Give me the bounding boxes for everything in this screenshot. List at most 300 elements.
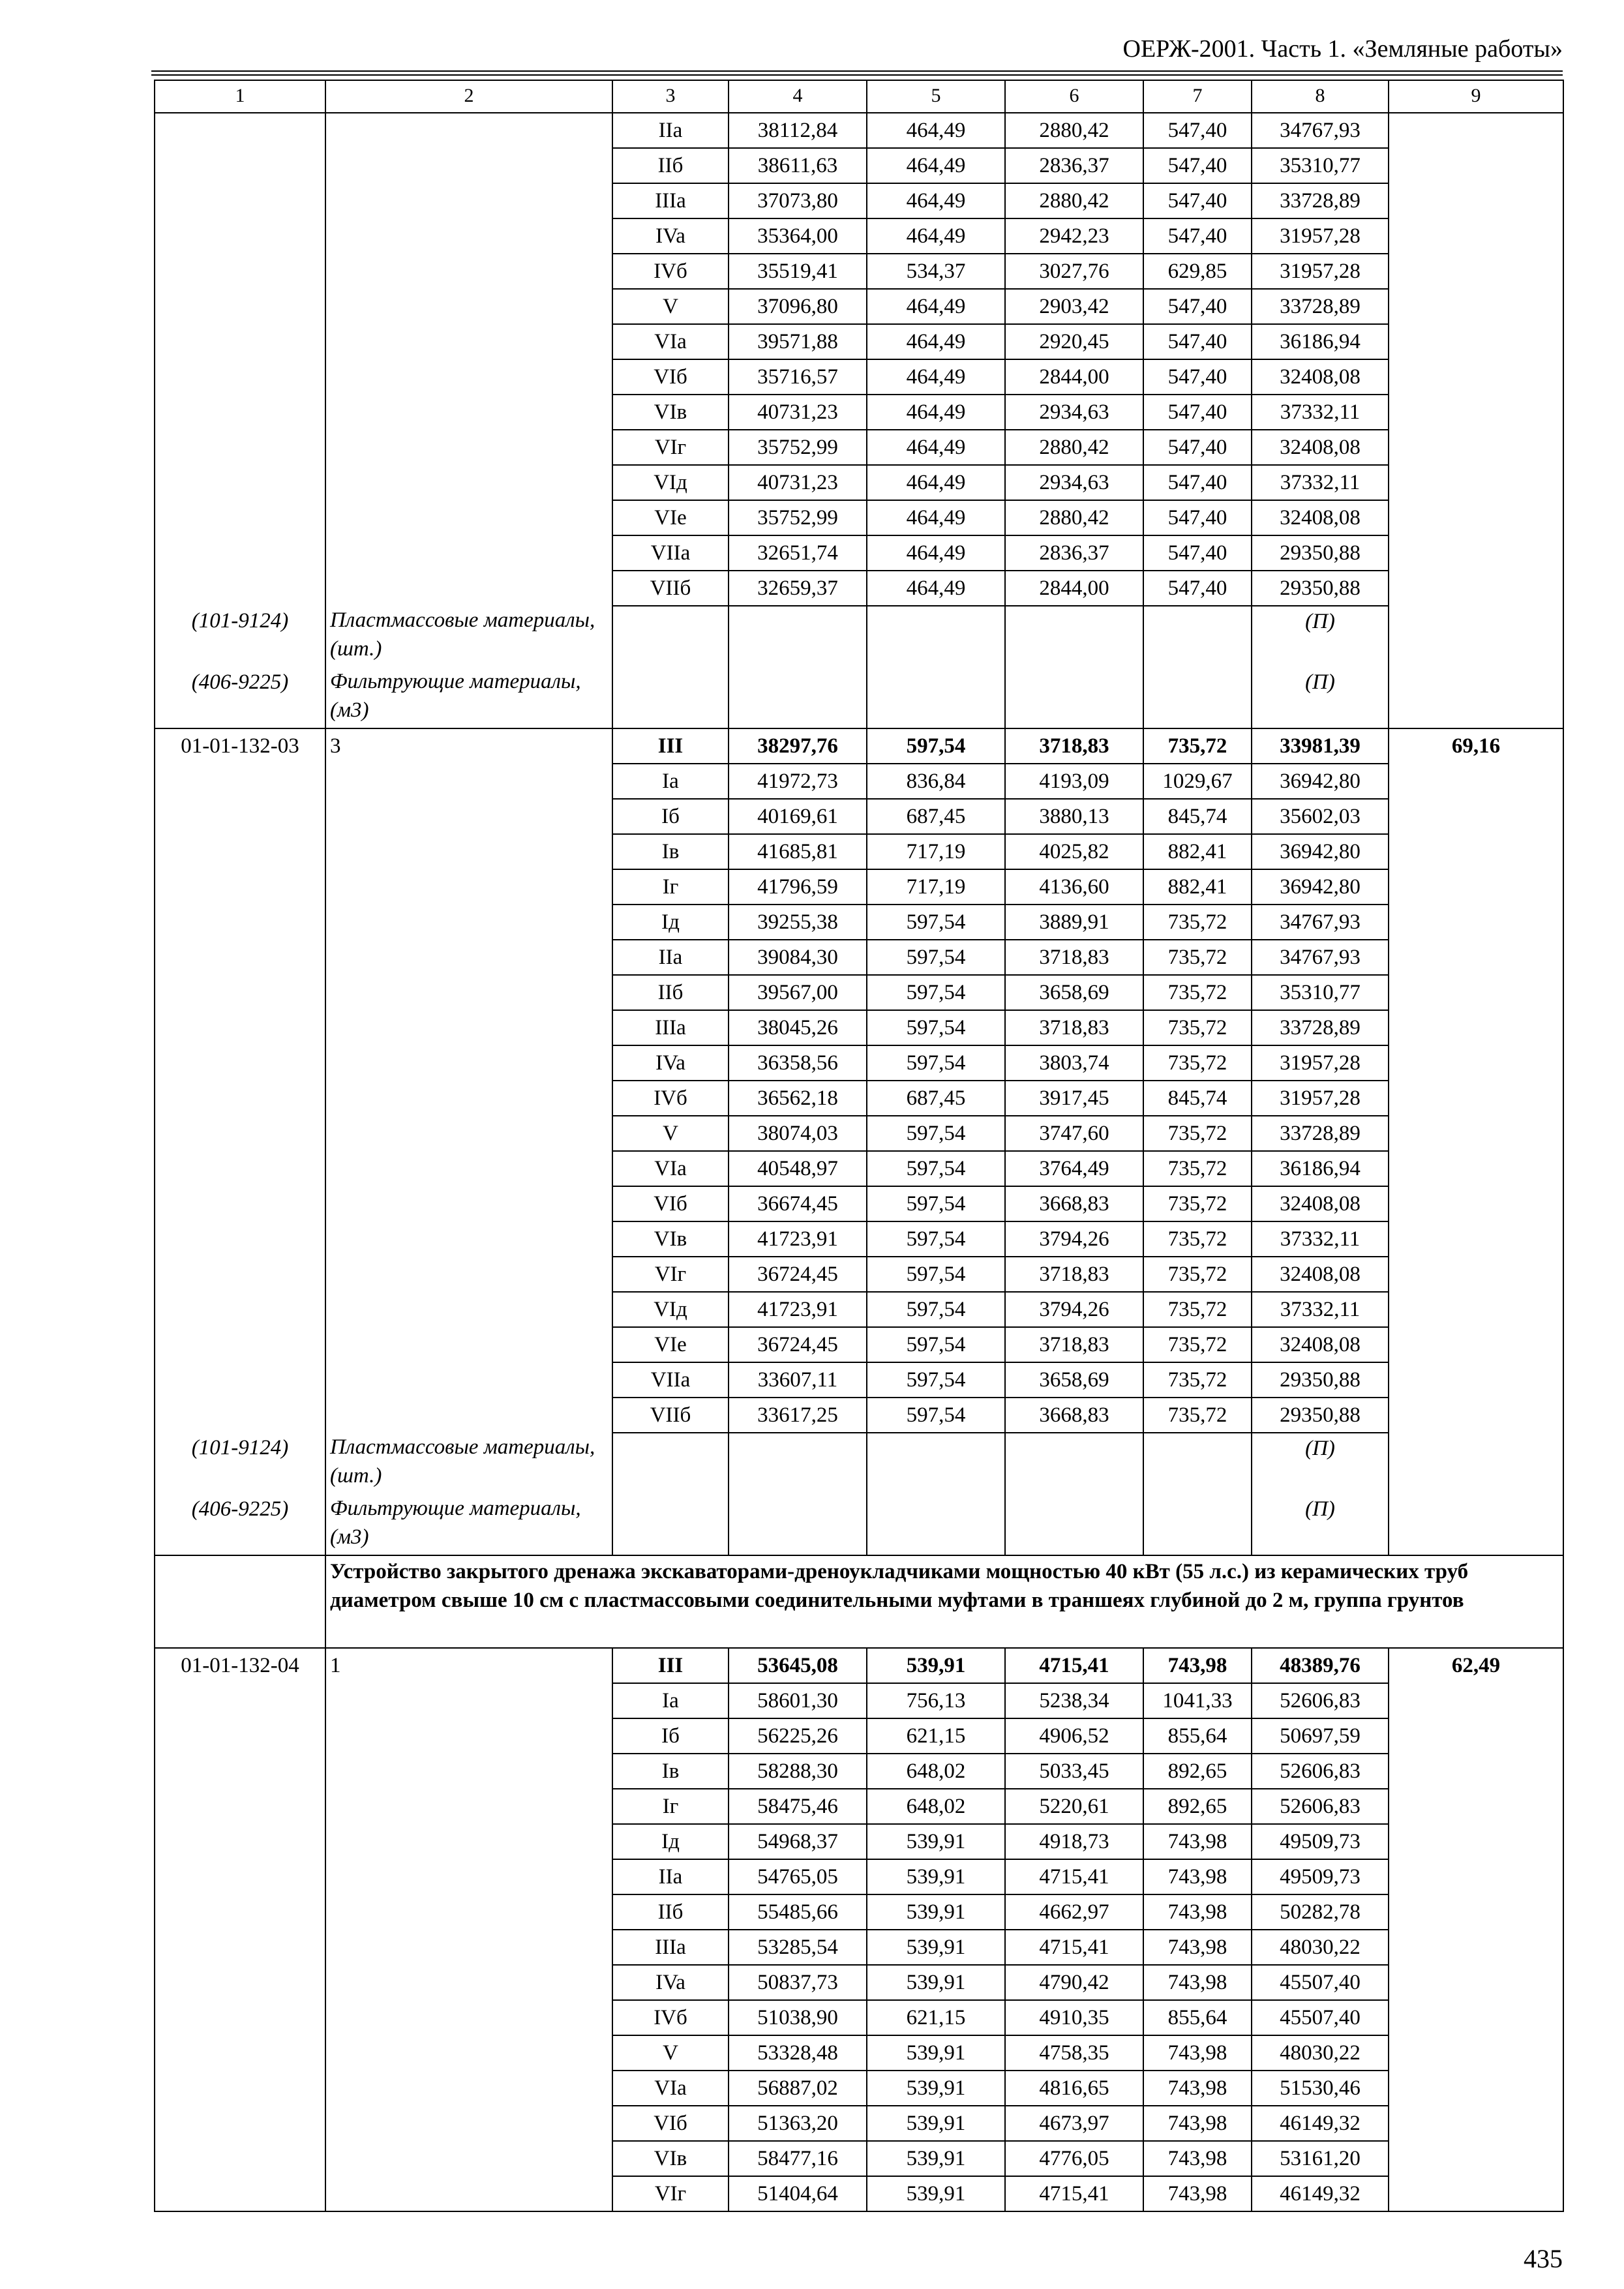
code-cell [155,254,325,289]
column-number: 5 [867,80,1005,113]
empty-cell [729,1433,867,1494]
materials-cell: 34767,93 [1252,940,1389,975]
materials-cell: 48030,22 [1252,2035,1389,2071]
machines-cell: 4816,65 [1005,2071,1143,2106]
wages-cell: 648,02 [867,1754,1005,1789]
machines-cell: 3658,69 [1005,975,1143,1010]
code-cell [155,2106,325,2141]
table-row [155,1010,1563,1045]
table-row [155,1186,1563,1221]
materials-cell: 36942,80 [1252,834,1389,869]
column-number: 3 [612,80,729,113]
materials-cell: 46149,32 [1252,2106,1389,2141]
group-cell [325,465,612,500]
region-cell: V [612,289,729,324]
labor-cell [1389,1398,1563,1433]
code-cell [155,1327,325,1362]
labor-cell [1389,359,1563,395]
table-row [155,1398,1563,1433]
wages-cell: 464,49 [867,113,1005,148]
machines-cell: 3718,83 [1005,728,1143,764]
table-row [155,869,1563,905]
wages-cell: 539,91 [867,1824,1005,1859]
total-cost-cell: 33617,25 [729,1398,867,1433]
code-cell [155,113,325,148]
materials-cell: 45507,40 [1252,1965,1389,2000]
wages-cell: 464,49 [867,395,1005,430]
wages-cell: 597,54 [867,975,1005,1010]
group-cell [325,869,612,905]
region-cell: Iб [612,799,729,834]
material-row [155,1433,1563,1494]
materials-cell: 46149,32 [1252,2176,1389,2211]
table-row-main [155,728,1563,764]
material-code-cell: (101-9124) [155,606,325,667]
wages-cell: 464,49 [867,500,1005,535]
empty-cell [1005,1433,1143,1494]
region-cell: IIIa [612,1930,729,1965]
region-cell: III [612,1648,729,1683]
materials-cell: 49509,73 [1252,1824,1389,1859]
total-cost-cell: 39084,30 [729,940,867,975]
code-cell [155,869,325,905]
header-rule-double [151,74,1563,76]
region-cell: VIе [612,500,729,535]
code-cell [155,940,325,975]
total-cost-cell: 56887,02 [729,2071,867,2106]
material-code-cell: (406-9225) [155,667,325,728]
labor-cell: 62,49 [1389,1648,1563,1683]
total-cost-cell: 36674,45 [729,1186,867,1221]
code-cell [155,1010,325,1045]
machines-cell: 3027,76 [1005,254,1143,289]
table-row [155,1327,1563,1362]
region-cell: IVa [612,1965,729,2000]
code-cell [155,1116,325,1151]
table-row [155,465,1563,500]
region-cell: VIд [612,1292,729,1327]
code-cell [155,1045,325,1081]
wages-cell: 621,15 [867,2000,1005,2035]
labor-cell [1389,940,1563,975]
column-number: 1 [155,80,325,113]
machinist-wages-cell: 547,40 [1143,465,1252,500]
labor-cell [1389,799,1563,834]
labor-cell [1389,254,1563,289]
machines-cell: 3747,60 [1005,1116,1143,1151]
machines-cell: 3917,45 [1005,1081,1143,1116]
labor-cell [1389,1045,1563,1081]
total-cost-cell: 40548,97 [729,1151,867,1186]
total-cost-cell: 35752,99 [729,500,867,535]
table-row [155,1045,1563,1081]
code-cell [155,975,325,1010]
wages-cell: 597,54 [867,1257,1005,1292]
table-row-main [155,1648,1563,1683]
table-row [155,1824,1563,1859]
region-cell: Ia [612,764,729,799]
wages-cell: 464,49 [867,571,1005,606]
machines-cell: 2942,23 [1005,218,1143,254]
empty-cell [867,1494,1005,1555]
machines-cell: 4193,09 [1005,764,1143,799]
empty-cell [867,1433,1005,1494]
table-row [155,1859,1563,1894]
estimate-table [154,80,1564,2212]
total-cost-cell: 35519,41 [729,254,867,289]
labor-cell [1389,2000,1563,2035]
labor-cell [1389,1683,1563,1718]
empty-cell [729,667,867,728]
empty-cell [1005,667,1143,728]
table-row [155,1081,1563,1116]
table-row [155,2141,1563,2176]
region-cell: IVб [612,254,729,289]
labor-cell [1389,500,1563,535]
region-cell: VIг [612,1257,729,1292]
labor-cell [1389,1433,1563,1494]
region-cell: VIв [612,2141,729,2176]
table-row [155,2106,1563,2141]
materials-cell: 37332,11 [1252,1221,1389,1257]
machinist-wages-cell: 743,98 [1143,1894,1252,1930]
group-cell [325,1859,612,1894]
total-cost-cell: 38112,84 [729,113,867,148]
machinist-wages-cell: 743,98 [1143,2035,1252,2071]
region-cell: VIд [612,465,729,500]
materials-cell: 34767,93 [1252,113,1389,148]
group-cell [325,2071,612,2106]
empty-cell [1143,1494,1252,1555]
materials-cell: 33728,89 [1252,1116,1389,1151]
machinist-wages-cell: 547,40 [1143,571,1252,606]
table-row [155,1789,1563,1824]
materials-cell: 37332,11 [1252,395,1389,430]
region-cell: Iд [612,1824,729,1859]
machinist-wages-cell: 845,74 [1143,1081,1252,1116]
machinist-wages-cell: 892,65 [1143,1789,1252,1824]
code-cell [155,1292,325,1327]
labor-cell [1389,535,1563,571]
empty-cell [867,667,1005,728]
region-cell: VIг [612,430,729,465]
total-cost-cell: 39255,38 [729,905,867,940]
table-row [155,2071,1563,2106]
code-cell [155,1186,325,1221]
machinist-wages-cell: 629,85 [1143,254,1252,289]
machinist-wages-cell: 892,65 [1143,1754,1252,1789]
group-cell [325,430,612,465]
table-body [155,80,1563,2211]
total-cost-cell: 41796,59 [729,869,867,905]
table-row [155,2176,1563,2211]
labor-cell [1389,905,1563,940]
code-cell [155,1718,325,1754]
table-row [155,834,1563,869]
group-cell [325,940,612,975]
total-cost-cell: 54968,37 [729,1824,867,1859]
empty-cell [1005,1494,1143,1555]
total-cost-cell: 56225,26 [729,1718,867,1754]
machines-cell: 2934,63 [1005,395,1143,430]
labor-cell [1389,148,1563,183]
machinist-wages-cell: 743,98 [1143,1930,1252,1965]
materials-cell: 35310,77 [1252,975,1389,1010]
group-cell [325,1081,612,1116]
code-cell [155,500,325,535]
total-cost-cell: 54765,05 [729,1859,867,1894]
group-cell [325,1362,612,1398]
machines-cell: 5033,45 [1005,1754,1143,1789]
total-cost-cell: 50837,73 [729,1965,867,2000]
total-cost-cell: 37096,80 [729,289,867,324]
machines-cell: 2836,37 [1005,535,1143,571]
total-cost-cell: 58601,30 [729,1683,867,1718]
code-cell [155,2000,325,2035]
material-name-cell: Пластмассовые материалы, (шт.) [325,1433,612,1494]
region-cell: VIг [612,2176,729,2211]
materials-cell: 50282,78 [1252,1894,1389,1930]
region-cell: IIб [612,1894,729,1930]
labor-cell [1389,1292,1563,1327]
machines-cell: 3794,26 [1005,1292,1143,1327]
code-cell: 01-01-132-04 [155,1648,325,1683]
labor-cell [1389,218,1563,254]
code-cell [155,1754,325,1789]
total-cost-cell: 58477,16 [729,2141,867,2176]
machinist-wages-cell: 735,72 [1143,1186,1252,1221]
machinist-wages-cell: 547,40 [1143,430,1252,465]
code-cell [155,1257,325,1292]
machines-cell: 4906,52 [1005,1718,1143,1754]
code-cell [155,1894,325,1930]
empty-cell [729,606,867,667]
wages-cell: 539,91 [867,1859,1005,1894]
code-cell [155,1859,325,1894]
total-cost-cell: 53645,08 [729,1648,867,1683]
labor-cell [1389,1824,1563,1859]
group-cell [325,324,612,359]
labor-cell [1389,571,1563,606]
region-cell: VIa [612,324,729,359]
machines-cell: 4662,97 [1005,1894,1143,1930]
machines-cell: 2920,45 [1005,324,1143,359]
wages-cell: 597,54 [867,1186,1005,1221]
wages-cell: 539,91 [867,2141,1005,2176]
wages-cell: 539,91 [867,1930,1005,1965]
section-title-row [155,1555,1563,1648]
empty-cell [612,606,729,667]
machines-cell: 4758,35 [1005,2035,1143,2071]
total-cost-cell: 53328,48 [729,2035,867,2071]
wages-cell: 597,54 [867,1045,1005,1081]
code-cell [155,465,325,500]
region-cell: IVб [612,1081,729,1116]
machinist-wages-cell: 735,72 [1143,1045,1252,1081]
total-cost-cell: 36724,45 [729,1327,867,1362]
labor-cell [1389,113,1563,148]
machinist-wages-cell: 547,40 [1143,324,1252,359]
region-cell: IVб [612,2000,729,2035]
table-row [155,430,1563,465]
region-cell: Iг [612,1789,729,1824]
total-cost-cell: 36562,18 [729,1081,867,1116]
material-name-cell: Пластмассовые материалы, (шт.) [325,606,612,667]
machines-cell: 2880,42 [1005,113,1143,148]
labor-cell [1389,1494,1563,1555]
total-cost-cell: 38611,63 [729,148,867,183]
wages-cell: 464,49 [867,465,1005,500]
column-number: 2 [325,80,612,113]
materials-cell: 35310,77 [1252,148,1389,183]
machinist-wages-cell: 743,98 [1143,1965,1252,2000]
code-cell [155,1221,325,1257]
wages-cell: 464,49 [867,535,1005,571]
total-cost-cell: 41723,91 [729,1221,867,1257]
region-cell: Iв [612,834,729,869]
group-cell [325,1045,612,1081]
machinist-wages-cell: 735,72 [1143,1327,1252,1362]
machines-cell: 3889,91 [1005,905,1143,940]
labor-cell [1389,1186,1563,1221]
total-cost-cell: 41972,73 [729,764,867,799]
wages-cell: 539,91 [867,1648,1005,1683]
code-cell [155,183,325,218]
machines-cell: 3880,13 [1005,799,1143,834]
labor-cell [1389,1221,1563,1257]
machinist-wages-cell: 547,40 [1143,183,1252,218]
material-row [155,1494,1563,1555]
code-cell [155,905,325,940]
region-cell: VIa [612,1151,729,1186]
machinist-wages-cell: 547,40 [1143,359,1252,395]
group-cell [325,289,612,324]
code-cell [155,1930,325,1965]
group-cell [325,2000,612,2035]
wages-cell: 597,54 [867,1398,1005,1433]
total-cost-cell: 51038,90 [729,2000,867,2035]
table-row [155,1362,1563,1398]
region-cell: Iв [612,1754,729,1789]
region-cell: VIIб [612,1398,729,1433]
machinist-wages-cell: 855,64 [1143,1718,1252,1754]
code-cell [155,1965,325,2000]
region-cell: Ia [612,1683,729,1718]
region-cell: Iд [612,905,729,940]
empty-cell [1143,1433,1252,1494]
machinist-wages-cell: 882,41 [1143,869,1252,905]
machinist-wages-cell: 735,72 [1143,905,1252,940]
group-cell [325,1965,612,2000]
group-cell [325,2141,612,2176]
table-row [155,395,1563,430]
machinist-wages-cell: 743,98 [1143,2176,1252,2211]
materials-cell: 33728,89 [1252,289,1389,324]
region-cell: VIе [612,1327,729,1362]
machines-cell: 4776,05 [1005,2141,1143,2176]
material-mark-cell: (П) [1252,667,1389,728]
labor-cell [1389,2071,1563,2106]
materials-cell: 48389,76 [1252,1648,1389,1683]
empty-cell [612,1433,729,1494]
labor-cell [1389,1859,1563,1894]
region-cell: IIa [612,1859,729,1894]
table-row [155,2000,1563,2035]
group-cell [325,2176,612,2211]
labor-cell [1389,1894,1563,1930]
machinist-wages-cell: 735,72 [1143,1257,1252,1292]
group-cell [325,1327,612,1362]
labor-cell [1389,183,1563,218]
group-cell [325,218,612,254]
table-row [155,1257,1563,1292]
wages-cell: 539,91 [867,2071,1005,2106]
column-number: 9 [1389,80,1563,113]
header-rule [151,70,1563,72]
machines-cell: 2880,42 [1005,183,1143,218]
group-cell [325,571,612,606]
wages-cell: 597,54 [867,728,1005,764]
machines-cell: 2903,42 [1005,289,1143,324]
wages-cell: 464,49 [867,183,1005,218]
column-number: 6 [1005,80,1143,113]
materials-cell: 33981,39 [1252,728,1389,764]
wages-cell: 597,54 [867,905,1005,940]
materials-cell: 29350,88 [1252,1362,1389,1398]
machinist-wages-cell: 735,72 [1143,1362,1252,1398]
machinist-wages-cell: 735,72 [1143,1010,1252,1045]
region-cell: VIв [612,1221,729,1257]
table-row [155,324,1563,359]
wages-cell: 464,49 [867,430,1005,465]
labor-cell: 69,16 [1389,728,1563,764]
materials-cell: 31957,28 [1252,254,1389,289]
wages-cell: 621,15 [867,1718,1005,1754]
group-cell [325,1292,612,1327]
column-number: 4 [729,80,867,113]
material-mark-cell: (П) [1252,1494,1389,1555]
code-cell [155,1683,325,1718]
code-cell [155,218,325,254]
group-cell [325,183,612,218]
code-cell [155,324,325,359]
table-row [155,1683,1563,1718]
group-cell [325,1824,612,1859]
group-cell [325,359,612,395]
total-cost-cell: 41685,81 [729,834,867,869]
code-cell [155,1081,325,1116]
region-cell: VIв [612,395,729,430]
wages-cell: 464,49 [867,324,1005,359]
wages-cell: 464,49 [867,359,1005,395]
machines-cell: 4715,41 [1005,1648,1143,1683]
table-row [155,183,1563,218]
empty-cell [1005,606,1143,667]
material-code-cell: (406-9225) [155,1494,325,1555]
code-cell [155,571,325,606]
labor-cell [1389,1010,1563,1045]
table-row [155,975,1563,1010]
machines-cell: 2844,00 [1005,571,1143,606]
machines-cell: 3803,74 [1005,1045,1143,1081]
code-cell [155,834,325,869]
table-row [155,571,1563,606]
machinist-wages-cell: 735,72 [1143,975,1252,1010]
materials-cell: 29350,88 [1252,571,1389,606]
total-cost-cell: 39571,88 [729,324,867,359]
group-cell [325,764,612,799]
empty-cell [867,606,1005,667]
